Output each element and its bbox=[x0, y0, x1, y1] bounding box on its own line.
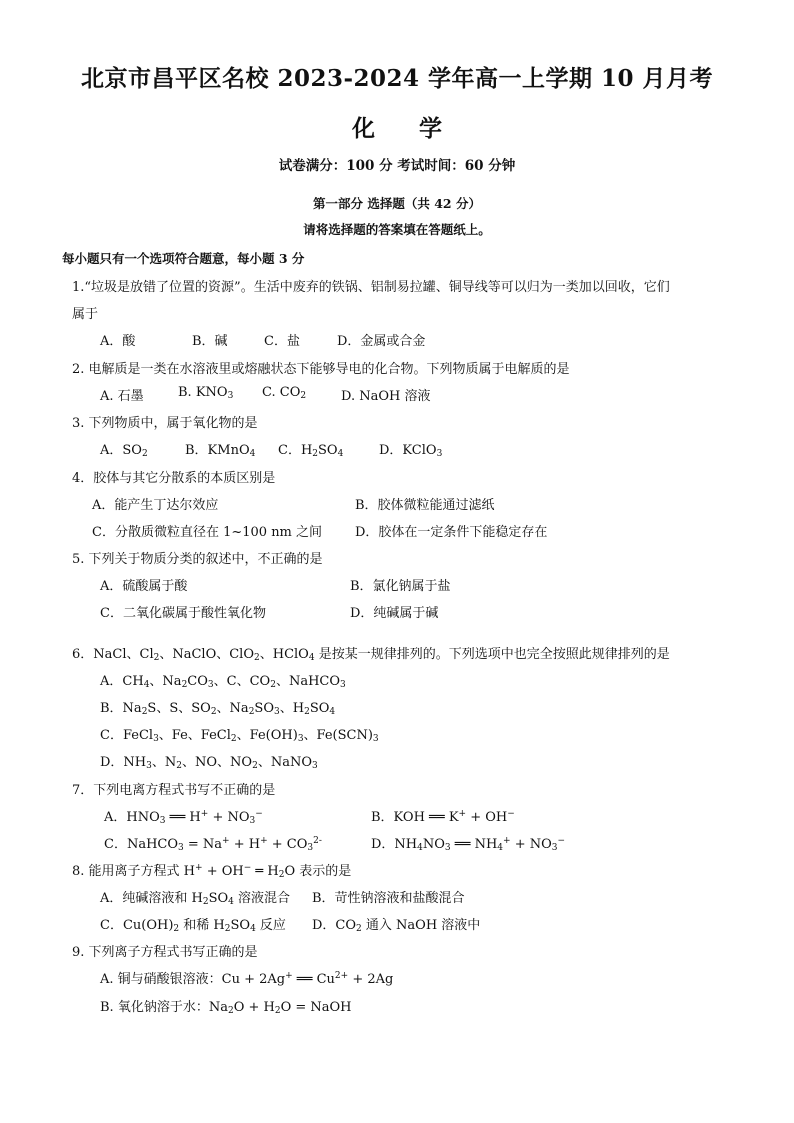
q1-option-a: A．酸 bbox=[100, 334, 136, 349]
q2-option-c: C. $CO_2$ bbox=[262, 385, 307, 401]
q6-option-c: C．FeCl$_3$、Fe、FeCl$_2$、$Fe(OH)_3$、$Fe(SCN)_3$ bbox=[100, 728, 379, 744]
q8-stem: 8. 能用离子方程式 H+ + OH− ═ $H_2O$ 表示的是 bbox=[72, 863, 352, 880]
q4-stem: 4．胶体与其它分散系的本质区别是 bbox=[72, 471, 276, 486]
section-title: 第一部分 选择题（共 42 分） bbox=[313, 196, 481, 211]
q2-option-a: A. 石墨 bbox=[100, 389, 144, 404]
q8-option-d: D．$CO_2$ 通入 NaOH 溶液中 bbox=[312, 918, 481, 934]
q1-stem: 1.“垃圾是放错了位置的资源”。生活中废弃的铁锅、铝制易拉罐、铜导线等可以归为一类加以回收，它们 bbox=[72, 280, 670, 295]
q5-option-c: C．二氧化碳属于酸性氧化物 bbox=[100, 606, 266, 621]
q8-option-a: A．纯碱溶液和 $H_2SO_4$ 溶液混合 bbox=[100, 891, 291, 907]
q9-option-b: B. 氧化钠溶于水：$Na_2O + H_2O$ = NaOH bbox=[100, 1000, 352, 1016]
q6-stem: 6．NaCl、$Cl_2$、NaClO、ClO$_2$、HClO$_4$ 是按某一规律排列的。下列选项中也完全按照此规律排列的是 bbox=[72, 647, 670, 663]
q3-option-b: B．KMnO$_4$ bbox=[185, 443, 256, 459]
q7-stem: 7．下列电离方程式书写不正确的是 bbox=[72, 783, 276, 798]
q8-option-c: C．$Cu(OH)_2$ 和稀 $H_2SO_4$ 反应 bbox=[100, 918, 286, 934]
q2-option-d: D. NaOH 溶液 bbox=[341, 389, 431, 404]
q5-option-d: D．纯碱属于碱 bbox=[350, 606, 439, 621]
exam-info: 试卷满分：100 分 考试时间：60 分钟 bbox=[278, 158, 516, 174]
q3-stem: 3. 下列物质中，属于氧化物的是 bbox=[72, 416, 258, 431]
q3-option-d: D．KClO$_3$ bbox=[379, 443, 443, 459]
page-title: 北京市昌平区名校 2023-2024 学年高一上学期 10 月月考 bbox=[80, 65, 714, 92]
q5-stem: 5. 下列关于物质分类的叙述中，不正确的是 bbox=[72, 552, 323, 567]
q5-option-a: A．硫酸属于酸 bbox=[100, 579, 188, 594]
q3-option-a: A．$SO_2$ bbox=[100, 443, 148, 459]
q7-option-d: D．$NH_4NO_3$ ══ $NH_4^+ + NO_3^-$ bbox=[371, 836, 566, 853]
q1-option-d: D．金属或合金 bbox=[337, 334, 426, 349]
section-note: 每小题只有一个选项符合题意，每小题 3 分 bbox=[62, 251, 305, 266]
q1-option-c: C．盐 bbox=[264, 334, 300, 349]
q4-option-a: A．能产生丁达尔效应 bbox=[92, 498, 219, 513]
q4-option-b: B．胶体微粒能通过滤纸 bbox=[355, 498, 495, 513]
q8-option-b: B．苛性钠溶液和盐酸混合 bbox=[312, 891, 465, 906]
q2-option-b: B. $KNO_3$ bbox=[178, 385, 234, 401]
q6-option-d: D．$NH_3$、$N_2$、NO、$NO_2$、NaNO$_3$ bbox=[100, 755, 318, 771]
q2-stem: 2. 电解质是一类在水溶液里或熔融状态下能够导电的化合物。下列物质属于电解质的是 bbox=[72, 362, 570, 377]
subject-title: 化 学 bbox=[352, 115, 442, 142]
q6-option-b: B．$Na_2S$、S、$SO_2$、$Na_2SO_3$、$H_2SO_4$ bbox=[100, 701, 336, 717]
q7-option-b: B．KOH ══ K+ + OH− bbox=[371, 809, 515, 825]
q7-option-c: C．NaHCO$_3$ = $Na^+ + H^+ + CO_3^{2-}$ bbox=[104, 836, 322, 853]
q1-option-b: B．碱 bbox=[192, 334, 228, 349]
q7-option-a: A．$HNO_3$ ══ $H^+ + NO_3^-$ bbox=[104, 809, 263, 826]
q5-option-b: B．氯化钠属于盐 bbox=[350, 579, 451, 594]
q1-stem-cont: 属于 bbox=[72, 307, 99, 322]
section-instruction: 请将选择题的答案填在答题纸上。 bbox=[303, 222, 491, 237]
q3-option-c: C．$H_2SO_4$ bbox=[278, 443, 344, 459]
q4-option-c: C．分散质微粒直径在 1~100 nm 之间 bbox=[92, 525, 323, 540]
q9-option-a: A. 铜与硝酸银溶液：Cu + 2Ag+ ══ $Cu^{2+} + 2Ag$ bbox=[100, 971, 394, 987]
q6-option-a: A．$CH_4$、$Na_2CO_3$、C、$CO_2$、NaHCO$_3$ bbox=[100, 674, 346, 690]
q4-option-d: D．胶体在一定条件下能稳定存在 bbox=[355, 525, 548, 540]
q9-stem: 9. 下列离子方程式书写正确的是 bbox=[72, 945, 258, 960]
